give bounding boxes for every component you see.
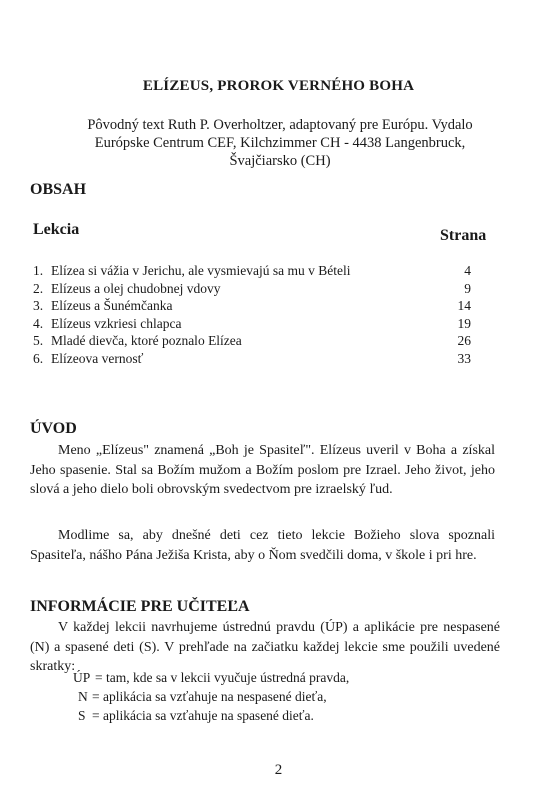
toc-page: 33 <box>457 350 471 366</box>
intro-paragraph <box>30 441 495 500</box>
teacher-info-paragraph-text: V každej lekcii navrhujeme ústrednú pravdu (ÚP) a aplikácie pre nespasené (N) a spasené deti (S). V prehľade na začiatku každej lekcie sme použili uvedené skratky: <box>30 620 500 674</box>
abbreviation-key: S <box>78 708 86 723</box>
table-of-contents <box>33 262 483 368</box>
toc-row <box>33 297 483 315</box>
abbreviation-key: N <box>78 689 88 704</box>
page-number: 2 <box>274 762 283 778</box>
intro-paragraph-text: Meno „Elízeus" znamená „Boh je Spasiteľ". Elízeus uveril v Boha a získal Jeho spasenie. Stal sa Božím mužom a Božím poslom pre Izrael. Jeho život, jeho slová a jeho dielo boli obrovským svedectvom pre izraelský ľud. <box>30 443 495 497</box>
toc-title: Elízea si vážia v Jerichu, ale vysmievajú sa mu v Bételi <box>51 263 351 278</box>
abbreviation-text: = aplikácia sa vzťahuje na spasené dieťa. <box>92 708 314 723</box>
abbreviation-row <box>0 668 557 687</box>
prayer-paragraph-text: Modlime sa, aby dnešné deti cez tieto lekcie Božieho slova spoznali Spasiteľa, nášho Pána Ježiša Krista, aby o Ňom svedčili doma, v škole i pri hre. <box>30 528 495 563</box>
abbreviation-text: = aplikácia sa vzťahuje na nespasené dieťa, <box>92 689 327 704</box>
toc-number: 4. <box>33 315 44 331</box>
toc-row <box>33 315 483 333</box>
toc-title: Elízeus a Šunémčanka <box>51 298 173 314</box>
toc-row <box>33 350 483 368</box>
toc-row <box>33 332 483 350</box>
intro-heading: ÚVOD <box>30 420 77 437</box>
teacher-info-heading: INFORMÁCIE PRE UČITEĽA <box>30 598 250 615</box>
toc-page: 9 <box>464 280 471 296</box>
toc-number: 3. <box>33 298 44 314</box>
toc-title: Mladé dievča, ktoré poznalo Elízea <box>51 333 242 349</box>
toc-row <box>33 262 483 280</box>
toc-number: 2. <box>33 280 44 296</box>
toc-page: 14 <box>457 298 471 314</box>
book-title: ELÍZEUS, PROROK VERNÉHO BOHA <box>142 78 415 94</box>
publication-info <box>60 116 500 170</box>
toc-title: Elízeova vernosť <box>51 350 144 366</box>
abbreviation-row <box>0 706 557 725</box>
toc-number: 5. <box>33 333 44 349</box>
toc-number: 6. <box>33 350 44 366</box>
toc-row <box>33 280 483 298</box>
contents-heading: OBSAH <box>30 181 87 198</box>
abbreviation-text: = tam, kde sa v lekcii vyučuje ústredná pravda, <box>95 670 350 685</box>
lesson-column-header: Lekcia <box>33 221 80 238</box>
toc-title: Elízeus a olej chudobnej vdovy <box>51 280 221 296</box>
publication-info-line: Európske Centrum CEF, Kilchzimmer CH - 4438 Langenbruck, <box>94 135 466 151</box>
abbreviation-list <box>0 668 557 725</box>
prayer-paragraph <box>30 526 495 565</box>
publication-info-line: Švajčiarsko (CH) <box>229 153 331 169</box>
publication-info-line: Pôvodný text Ruth P. Overholtzer, adaptovaný pre Európu. Vydalo <box>87 117 473 133</box>
abbreviation-row <box>0 687 557 706</box>
toc-page: 19 <box>457 315 471 331</box>
toc-title: Elízeus vzkriesi chlapca <box>51 315 182 331</box>
abbreviation-key: ÚP <box>73 670 91 685</box>
toc-page: 26 <box>457 333 471 349</box>
toc-number: 1. <box>33 263 44 278</box>
page-column-header: Strana <box>440 227 487 244</box>
toc-page: 4 <box>464 263 471 278</box>
